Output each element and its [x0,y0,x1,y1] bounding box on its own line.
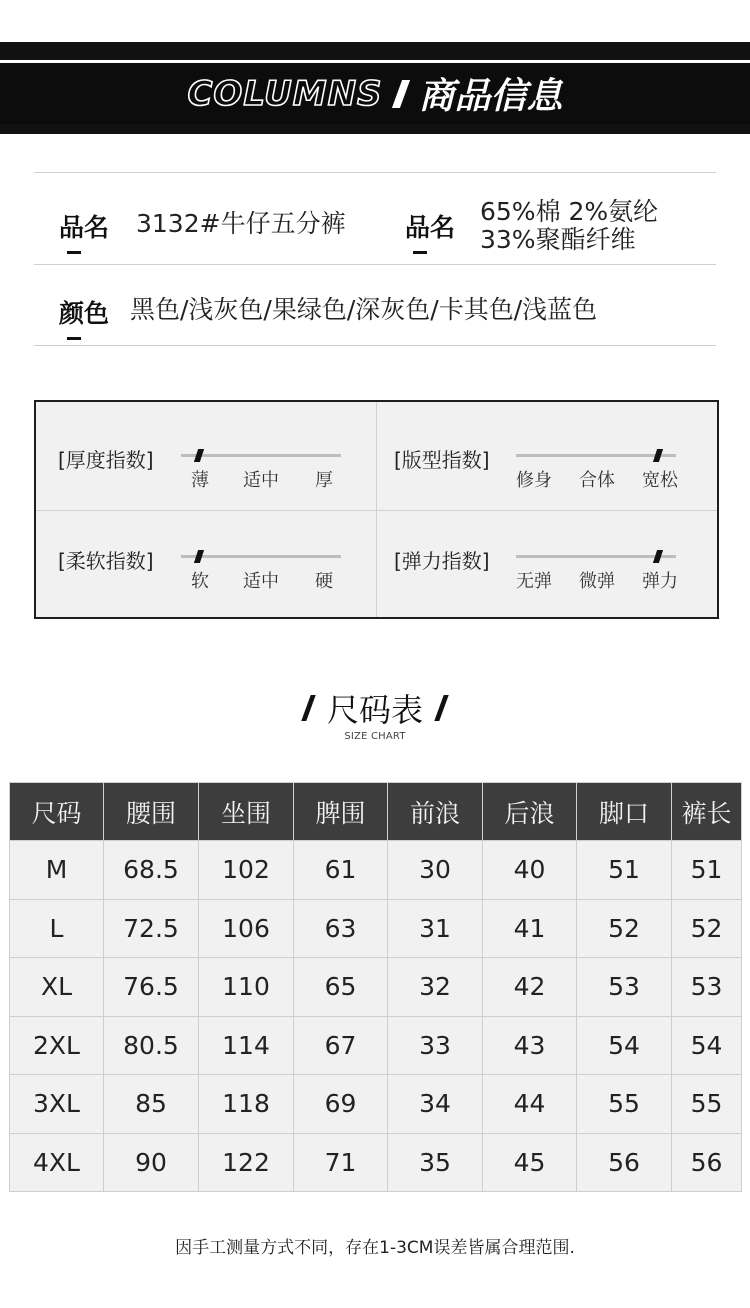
material-label: 品名 [405,208,455,244]
color-label: 颜色 [59,294,109,330]
elasticity-index-marker [653,550,663,563]
table-cell: 45 [483,1133,577,1192]
table-cell: 102 [199,841,294,900]
table-cell: 43 [483,1016,577,1075]
table-header-row [10,783,742,841]
table-cell: 4XL [10,1133,104,1192]
softness-index-scale [181,555,341,558]
table-cell: 118 [199,1075,294,1134]
table-cell: 53 [672,958,742,1017]
table-cell: 65 [294,958,388,1017]
table-cell: 61 [294,841,388,900]
table-cell: 52 [672,899,742,958]
material-line-1: 65%棉 2%氨纶 [480,197,659,226]
table-row [10,1075,742,1134]
tick-label: 薄 [191,470,209,491]
column-header: 腰围 [104,783,199,841]
thickness-index-scale [181,454,341,457]
header-band [0,60,750,124]
product-name-value: 3132#牛仔五分裤 [136,209,346,238]
size-chart-subtitle: SIZE CHART [344,731,406,742]
table-cell: 71 [294,1133,388,1192]
table-cell: 54 [672,1016,742,1075]
table-cell: 63 [294,899,388,958]
table-cell: 41 [483,899,577,958]
fit-index-marker [653,449,663,462]
table-cell: 32 [388,958,483,1017]
table-cell: 80.5 [104,1016,199,1075]
product-name-label: 品名 [59,208,109,244]
column-header: 坐围 [199,783,294,841]
table-cell: 55 [672,1075,742,1134]
table-cell: 72.5 [104,899,199,958]
divider [34,264,716,265]
tick-label: 修身 [516,470,552,491]
table-cell: 106 [199,899,294,958]
table-row [10,1133,742,1192]
tick-label: 合体 [579,470,615,491]
table-cell: 40 [483,841,577,900]
fit-index-label: [版型指数] [394,448,490,472]
tick-label: 适中 [243,470,279,491]
tick-label: 硬 [315,571,333,592]
table-cell: 34 [388,1075,483,1134]
slash-icon [391,80,409,108]
size-table [9,782,742,1192]
table-cell: 53 [577,958,672,1017]
column-header: 脚口 [577,783,672,841]
table-cell: 31 [388,899,483,958]
table-row [10,958,742,1017]
slash-icon [434,695,448,721]
table-cell: 3XL [10,1075,104,1134]
table-cell: 54 [577,1016,672,1075]
table-cell: 76.5 [104,958,199,1017]
tick-label: 无弹 [516,571,552,592]
table-cell: 56 [672,1133,742,1192]
table-cell: 68.5 [104,841,199,900]
fit-index-scale [516,454,676,457]
fit-index-ticks [516,466,686,490]
thickness-index-marker [194,449,204,462]
slash-icon [301,695,315,721]
softness-index-marker [194,550,204,563]
thickness-index-ticks [181,466,341,490]
tick-label: 弹力 [642,571,678,592]
tick-label: 软 [191,571,209,592]
table-cell: 67 [294,1016,388,1075]
table-cell: 110 [199,958,294,1017]
table-cell: 30 [388,841,483,900]
table-row [10,841,742,900]
divider [34,345,716,346]
material-line-2: 33%聚酯纤维 [480,225,636,254]
table-cell: 33 [388,1016,483,1075]
table-cell: 90 [104,1133,199,1192]
table-cell: 55 [577,1075,672,1134]
elasticity-index-scale [516,555,676,558]
header-band-bottom [0,124,750,134]
column-header: 脾围 [294,783,388,841]
header-title-cn: 商品信息 [418,76,563,117]
elasticity-index-label: [弹力指数] [394,549,490,573]
table-cell: 56 [577,1133,672,1192]
table-cell: 51 [577,841,672,900]
size-chart-heading [0,685,750,731]
table-cell: 52 [577,899,672,958]
fabric-index-panel [34,400,719,619]
panel-divider-horizontal [36,510,717,511]
tick-label: 厚 [315,470,333,491]
column-header: 后浪 [483,783,577,841]
divider [34,172,716,173]
table-cell: 51 [672,841,742,900]
header-title [187,68,562,119]
table-cell: 69 [294,1075,388,1134]
softness-index-ticks [181,567,341,591]
table-cell: XL [10,958,104,1017]
header-title-en: COLUMNS [187,73,383,114]
thickness-index-label: [厚度指数] [58,448,154,472]
table-cell: 2XL [10,1016,104,1075]
measurement-note: 因手工测量方式不同，存在1-3CM误差皆属合理范围. [175,1238,575,1258]
table-cell: 35 [388,1133,483,1192]
table-cell: 85 [104,1075,199,1134]
table-cell: M [10,841,104,900]
column-header: 裤长 [672,783,742,841]
size-chart-title: 尺码表 [326,691,423,729]
tick-label: 适中 [243,571,279,592]
tick-label: 微弹 [579,571,615,592]
table-row [10,899,742,958]
table-cell: 44 [483,1075,577,1134]
tick-label: 宽松 [642,470,678,491]
table-cell: 42 [483,958,577,1017]
color-value: 黑色/浅灰色/果绿色/深灰色/卡其色/浅蓝色 [130,295,598,324]
elasticity-index-ticks [516,567,686,591]
table-cell: 122 [199,1133,294,1192]
header-band-top [0,42,750,60]
table-cell: 114 [199,1016,294,1075]
table-row [10,1016,742,1075]
column-header: 前浪 [388,783,483,841]
softness-index-label: [柔软指数] [58,549,154,573]
table-cell: L [10,899,104,958]
column-header: 尺码 [10,783,104,841]
